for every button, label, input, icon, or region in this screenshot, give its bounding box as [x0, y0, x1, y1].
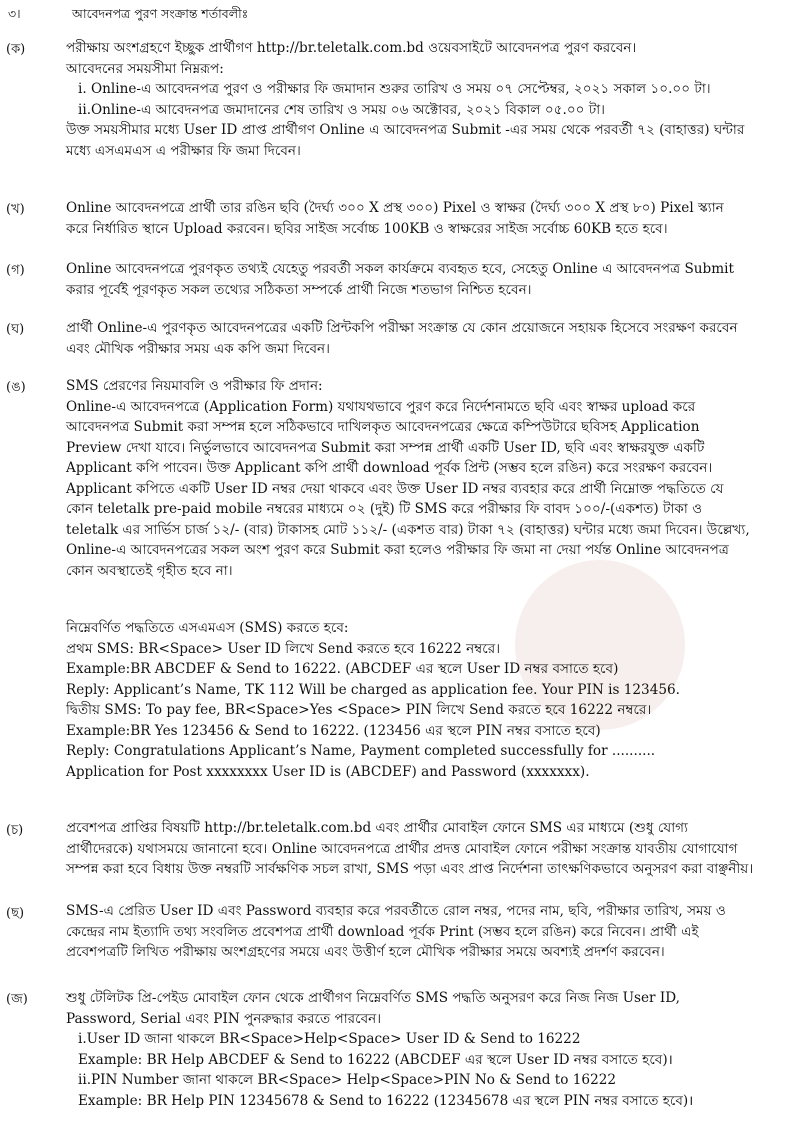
- item-ja-line: ii.PIN Number জানা থাকলে BR<Space> Help<Space>PIN No & Send to 16222: [78, 1072, 617, 1088]
- item-ka-line: আবেদনের সময়সীমা নিম্নরূপ:: [66, 60, 224, 77]
- item-umo-line: teletalk এর সার্ভিস চার্জ ১২/- (বার) টাকাসহ মোট ১১২/- (একশত বার) টাকা ৭২ (বাহাত্তর) ঘন্টার মধ্যে জমা দিবেন। উল্লেখ্য,: [66, 521, 750, 538]
- section-title: আবেদনপত্র পুরণ সংক্রান্ত শর্তাবলীঃ: [71, 6, 249, 21]
- sms-procedure-line: প্রথম SMS: BR<Space> User ID লিখে Send করতে হবে 16222 নম্বরে।: [66, 640, 501, 657]
- item-ga-line: করার পূর্বেই পূরণকৃত সকল তথ্যের সঠিকতা সম্পর্কে প্রার্থী নিজে শতভাগ নিশ্চিত হবেন।: [66, 281, 532, 298]
- item-label-ka: (ক): [6, 42, 26, 57]
- item-ga-line: Online আবেদনপত্রে পুরণকৃত তথ্যই যেহেতু পরবর্তী সকল কার্যক্রমে ব্যবহৃত হবে, সেহেতু Online এ আবেদনপত্র Submit: [66, 261, 734, 277]
- item-kha-line: করে নির্ধারিত স্থানে Upload করবেন। ছবির সাইজ সর্বোচ্চ 100KB ও স্বাক্ষরের সাইজ সর্বোচ্চ 60KB হতে হবে।: [66, 220, 668, 237]
- item-ca: [66, 818, 796, 880]
- item-label-gha: (ঘ): [6, 322, 25, 337]
- item-umo-line: আবেদনপত্র Submit করা সম্পন্ন হলে সঠিকভাবে দাখিলকৃত আবেদনপত্রের ক্ষেত্রে কম্পিউটারে ছবিসহ Application: [66, 419, 700, 435]
- item-umo-line: Preview দেখা যাবে। নির্ভুলভাবে আবেদনপত্র Submit করা সম্পন্ন প্রার্থী একটি User ID, ছবি এবং স্বাক্ষরযুক্ত একটি: [66, 439, 705, 456]
- item-ca-line: সম্পন্ন করা হবে বিধায় উক্ত নম্বরটি সার্বক্ষণিক সচল রাখা, SMS পড়া এবং প্রাপ্ত নির্দেশনা তাৎক্ষণিকভাবে অনুসরণ করা বাঞ্ছনীয়।: [66, 861, 754, 877]
- sms-procedure-line: Example:BR ABCDEF & Send to 16222. (ABCDEF এর স্থলে User ID নম্বর বসাতে হবে): [66, 661, 619, 677]
- item-ka-line: উক্ত সময়সীমার মধ্যে User ID প্রাপ্ত প্রার্থীগণ Online এ আবেদনপত্র Submit -এর সময় থেকে পরবর্তী ৭২ (বাহাত্তর) ঘন্টার: [66, 122, 745, 138]
- item-cha-line: প্রবেশপত্রটি লিখিত পরীক্ষায় অংশগ্রহণের সময়ে এবং উত্তীর্ণ হলে মৌখিক পরীক্ষার সময়ে অবশ্যই প্রদর্শণ করবেন।: [66, 944, 665, 960]
- item-umo: [66, 376, 796, 581]
- sms-procedure-line: দ্বিতীয় SMS: To pay fee, BR<Space>Yes <Space> PIN লিখে Send করতে হবে 16222 নম্বরে।: [66, 702, 652, 718]
- item-ja-line: Example: BR Help ABCDEF & Send to 16222 (ABCDEF এর স্থলে User ID নম্বর বসাতে হবে)।: [78, 1051, 673, 1068]
- item-ca-line: প্রবেশপত্র প্রাপ্তির বিষয়টি http://br.teletalk.com.bd এবং প্রার্থীর মোবাইল ফোনে SMS এর মাধ্যমে (শুধু যোগ্য: [66, 820, 688, 836]
- item-label-ca: (চ): [6, 823, 24, 838]
- item-umo-line: কোন teletalk pre-paid mobile নম্বরের মাধ্যমে ০২ (দুই) টি SMS করে পরীক্ষার ফি বাবদ ১০০/-(একশত) টাকা ও: [66, 501, 703, 517]
- item-cha-line: SMS-এ প্রেরিত User ID এবং Password ব্যবহার করে পরবর্তীতে রোল নম্বর, পদের নাম, ছবি, পরীক্ষার তারিখ, সময় ও: [66, 903, 726, 919]
- item-umo-line: SMS প্রেরণের নিয়মাবলি ও পরীক্ষার ফি প্রদান:: [66, 378, 323, 394]
- sms-procedure-line: Application for Post xxxxxxxx User ID is (ABCDEF) and Password (xxxxxxx).: [66, 763, 590, 780]
- item-label-ga: (গ): [6, 263, 25, 278]
- item-ja-line: Example: BR Help PIN 12345678 & Send to 16222 (12345678 এর স্থলে PIN নম্বর বসাতে হবে)।: [78, 1092, 694, 1109]
- item-label-cha: (ছ): [6, 906, 25, 921]
- item-label-umo: (ঙ): [6, 380, 26, 395]
- section-heading: [8, 6, 248, 26]
- item-umo-line: Applicant কপিতে একটি User ID নম্বর দেয়া থাকবে এবং উক্ত User ID নম্বর ব্যবহার করে প্রার্থী নিম্নোক্ত পদ্ধতিতে যে: [66, 480, 724, 497]
- item-umo-line: কোন অবস্থাতেই গৃহীত হবে না।: [66, 562, 233, 579]
- item-umo-line: Online-এ আবেদনপত্রে (Application Form) যথাযথভাবে পুরণ করে নির্দেশনামতে ছবি এবং স্বাক্ষর upload করে: [66, 398, 696, 415]
- sms-procedure-line: নিম্নেবর্ণিত পদ্ধতিতে এসএমএস (SMS) করতে হবে:: [66, 620, 349, 636]
- item-label-ja: (জ): [6, 992, 28, 1007]
- item-gha-line: এবং মৌখিক পরীক্ষার সময় এক কপি জমা দিবেন।: [66, 340, 331, 357]
- item-ka-line: i. Online-এ আবেদনপত্র পুরণ ও পরীক্ষার ফি জমাদান শুরুর তারিখ ও সময় ০৭ সেপ্টেম্বর, ২০২১ সকাল ১০.০০ টা।: [78, 81, 711, 97]
- sms-procedure-line: Example:BR Yes 123456 & Send to 16222. (123456 এর স্থলে PIN নম্বর বসাতে হবে): [66, 722, 601, 739]
- sms-procedure-line: Reply: Applicant’s Name, TK 112 Will be charged as application fee. Your PIN is 123456.: [66, 681, 680, 698]
- item-cha-line: কেন্দ্রের নাম ইত্যাদি তথ্য সংবলিত প্রবেশপত্র প্রার্থী download পূর্বক Print (সম্ভব হলে রঙিন) করে নিবেন। প্রার্থী এই: [66, 923, 699, 940]
- sms-procedure-line: Reply: Congratulations Applicant’s Name, Payment completed successfully for ..........: [66, 743, 656, 759]
- item-kha: [66, 198, 796, 239]
- item-ka-line: ii.Online-এ আবেদনপত্র জমাদানের শেষ তারিখ ও সময় ০৬ অক্টোবর, ২০২১ বিকাল ০৫.০০ টা।: [78, 101, 606, 118]
- item-ka-line: মধ্যে এসএমএস এ পরীক্ষার ফি জমা দিবেন।: [66, 142, 301, 159]
- item-ga: [66, 259, 796, 300]
- item-ca-line: প্রার্থীদেরকে) যথাসময়ে জানানো হবে। Online আবেদনপত্রে প্রার্থীর প্রদত্ত মোবাইল ফোনে পরীক্ষা সংক্রান্ত যাবতীয় যোগাযোগ: [66, 840, 738, 857]
- item-ja-line: i.User ID জানা থাকলে BR<Space>Help<Space> User ID & Send to 16222: [78, 1031, 581, 1047]
- item-gha: [66, 318, 796, 359]
- item-ka-line: পরীক্ষায় অংশগ্রহণে ইচ্ছুক প্রার্থীগণ http://br.teletalk.com.bd ওয়েবসাইটে আবেদনপত্র পুরণ করবেন।: [66, 40, 637, 56]
- item-umo-line: Applicant কপি পাবেন। উক্ত Applicant কপি প্রার্থী download পূর্বক প্রিন্ট (সম্ভব হলে রঙিন) করে সংরক্ষণ করবেন।: [66, 460, 713, 476]
- item-ja: [66, 988, 796, 1111]
- item-ja-line: শুধু টেলিটক প্রি-পেইড মোবাইল ফোন থেকে প্রার্থীগণ নিম্নেবর্ণিত SMS পদ্ধতি অনুসরণ করে নিজ নিজ User ID,: [66, 990, 680, 1006]
- item-ka: [66, 38, 796, 161]
- item-umo-line: Online-এ আবেদনপত্রের সকল অংশ পুরণ করে Submit করা হলেও পরীক্ষার ফি জমা না দেয়া পর্যন্ত Online আবেদনপত্র: [66, 542, 729, 558]
- section-number: ৩।: [8, 6, 21, 21]
- item-label-kha: (খ): [6, 202, 25, 217]
- item-gha-line: প্রার্থী Online-এ পুরণকৃত আবেদনপত্রের একটি প্রিন্টকপি পরীক্ষা সংক্রান্ত যে কোন প্রয়োজনে সহায়ক হিসেবে সংরক্ষণ করবেন: [66, 320, 738, 336]
- sms-procedure: [66, 618, 796, 782]
- item-kha-line: Online আবেদনপত্রে প্রার্থী তার রঙিন ছবি (দৈর্ঘ্য ৩০০ X প্রস্থ ৩০০) Pixel ও স্বাক্ষর (দৈর্ঘ্য ৩০০ X প্রস্থ ৮০) Pixel স্ক্যান: [66, 200, 724, 216]
- item-ja-line: Password, Serial এবং PIN পুনরুদ্ধার করতে পারবেন।: [66, 1010, 382, 1027]
- item-cha: [66, 901, 796, 963]
